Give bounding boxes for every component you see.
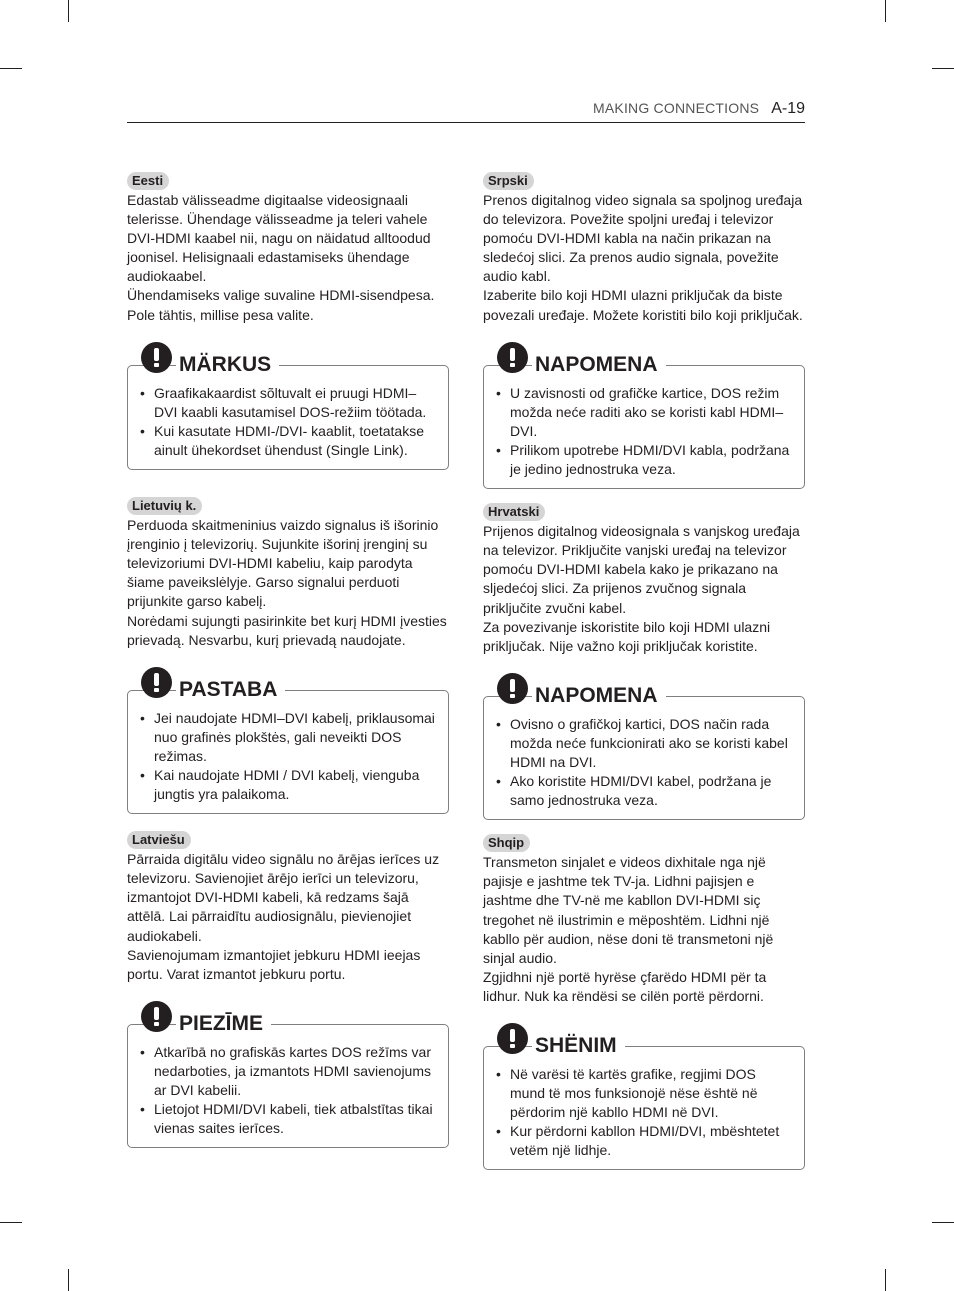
- language-label: Srpski: [483, 172, 534, 190]
- language-label: Lietuvių k.: [127, 497, 202, 515]
- language-section: [127, 172, 449, 470]
- paragraph: Ühendamiseks valige suvaline HDMI-sisendpesa. Pole tähtis, millise pesa valite.: [127, 287, 435, 323]
- exclamation-icon: [141, 1001, 172, 1032]
- language-label: Eesti: [127, 172, 169, 190]
- paragraph: Norėdami sujungti pasirinkite bet kurį HDMI įvesties prievadą. Nesvarbu, kurį prievadą naudojate.: [127, 612, 447, 648]
- paragraph: Edastab välisseadme digitaalse videosignaali telerisse. Ühendage välisseadme ja teleri vahele DVI-HDMI kaabel nii, nagu on näidatud alltoodud joonisel. Helisignaali edastamiseks ühendage audiokaabel.: [127, 192, 431, 285]
- note-box: [127, 352, 449, 470]
- note-item: • U zavisnosti od grafičke kartice, DOS režim možda neće raditi ako se koristi kabl HDMI–DVI.: [496, 384, 792, 441]
- crop-mark: [932, 68, 954, 69]
- note-item: • Ovisno o grafičkoj kartici, DOS način rada možda neće funkcionirati ako se koristi kabel HDMI na DVI.: [496, 715, 792, 772]
- crop-mark: [885, 0, 886, 22]
- paragraph: Pārraida digitālu video signālu no ārējas ierīces uz televizoru. Savienojiet ārējo ierīci un televizoru, izmantojot DVI-HDMI kabeli, kā redzams šajā attēlā. Lai pārraidītu audiosignālu, pievienojiet audiokabeli.: [127, 851, 440, 944]
- right-column: [483, 172, 805, 1170]
- paragraph: Izaberite bilo koji HDMI ulazni priključak da biste povezali uređaje. Možete koristiti bilo koji priključak.: [483, 287, 803, 323]
- language-section: [127, 497, 449, 814]
- note-list: [140, 1043, 436, 1138]
- section-title: MAKING CONNECTIONS: [593, 100, 760, 116]
- crop-mark: [68, 1269, 69, 1291]
- exclamation-icon: [497, 342, 528, 373]
- note-box: [127, 1011, 449, 1148]
- crop-mark: [68, 0, 69, 22]
- left-column: [127, 172, 449, 1148]
- note-box: [483, 683, 805, 820]
- note-list: [496, 715, 792, 810]
- note-item: • Jei naudojate HDMI–DVI kabelį, priklausomai nuo grafinės plokštės, gali neveikti DOS režimas.: [140, 709, 436, 766]
- note-item: • Kui kasutate HDMI-/DVI- kaablit, toetatakse ainult ühekordset ühendust (Single Link).: [140, 422, 436, 460]
- note-list: [140, 384, 436, 460]
- language-section: [483, 503, 805, 820]
- note-title: SHËNIM: [532, 1034, 625, 1058]
- exclamation-icon: [141, 342, 172, 373]
- note-list: [496, 1065, 792, 1160]
- crop-mark: [0, 1222, 22, 1223]
- language-section: [483, 834, 805, 1170]
- language-label: Latviešu: [127, 831, 191, 849]
- exclamation-icon: [497, 1023, 528, 1054]
- note-item: • Lietojot HDMI/DVI kabeli, tiek atbalstītas tikai vienas saites ierīces.: [140, 1100, 436, 1138]
- paragraph: Savienojumam izmantojiet jebkuru HDMI ieejas portu. Varat izmantot jebkuru portu.: [127, 946, 421, 982]
- page-number: A-19: [771, 100, 805, 117]
- note-item: • Ako koristite HDMI/DVI kabel, podržana je samo jednostruka veza.: [496, 772, 792, 810]
- note-item: • Prilikom upotrebe HDMI/DVI kabla, podržana je jedino jednostruka veza.: [496, 441, 792, 479]
- note-title: NAPOMENA: [532, 684, 666, 708]
- note-box: [127, 677, 449, 814]
- note-title: NAPOMENA: [532, 353, 666, 377]
- paragraph: Za povezivanje iskoristite bilo koji HDMI ulazni priključak. Nije važno koji priključak koristite.: [483, 618, 771, 654]
- crop-mark: [885, 1269, 886, 1291]
- language-label: Hrvatski: [483, 503, 545, 521]
- note-item: • Kai naudojate HDMI / DVI kabelį, vienguba jungtis yra palaikoma.: [140, 766, 436, 804]
- page-header: [127, 100, 805, 123]
- paragraph: Transmeton sinjalet e videos dixhitale nga një pajisje e jashtme tek TV-ja. Lidhni pajisjen e jashtme dhe TV-në me kabllon DVI-HDMI siç tregohet në ilustrimin e mëposhtëm. Lidhni një kabllo për audion, nëse doni të transmetoni një sinjal audio.: [483, 854, 774, 966]
- note-item: • Atkarībā no grafiskās kartes DOS režīms var nedarboties, ja izmantots HDMI savienojums ar DVI kabelii.: [140, 1043, 436, 1100]
- language-section: [127, 831, 449, 1148]
- note-title: PASTABA: [176, 678, 285, 702]
- note-title: MÄRKUS: [176, 353, 279, 377]
- note-item: • Graafikakaardist sõltuvalt ei pruugi HDMI–DVI kaabli kasutamisel DOS-režiim töötada.: [140, 384, 436, 422]
- paragraph: Prijenos digitalnog videosignala s vanjskog uređaja na televizor. Priključite vanjski uređaj na televizor pomoću DVI-HDMI kabela kako je prikazano na sljedećoj slici. Za prijenos zvučnog signala priključite zvučni kabel.: [483, 523, 800, 616]
- note-title: PIEZĪME: [176, 1012, 271, 1036]
- exclamation-icon: [141, 667, 172, 698]
- crop-mark: [0, 68, 22, 69]
- exclamation-icon: [497, 673, 528, 704]
- note-item: • Në varësi të kartës grafike, regjimi DOS mund të mos funksionojë nëse është në përdorim një kabllo HDMI në DVI.: [496, 1065, 792, 1122]
- note-box: [483, 1034, 805, 1170]
- note-box: [483, 352, 805, 489]
- note-list: [140, 709, 436, 804]
- language-label: Shqip: [483, 834, 530, 852]
- note-list: [496, 384, 792, 479]
- language-section: [483, 172, 805, 489]
- crop-mark: [932, 1222, 954, 1223]
- paragraph: Prenos digitalnog video signala sa spoljnog uređaja do televizora. Povežite spoljni uređaj i televizor pomoću DVI-HDMI kabla na način prikazan na sledećoj slici. Za prenos audio signala, povežite audio kabl.: [483, 192, 803, 285]
- paragraph: Perduoda skaitmeninius vaizdo signalus iš išorinio įrenginio į televizorių. Sujunkite išorinį įrenginį su televizoriumi DVI-HDMI kabeliu, kaip parodyta šiame paveikslėlyje. Garso signalui perduoti prijunkite garso kabelį.: [127, 517, 439, 610]
- note-item: • Kur përdorni kabllon HDMI/DVI, mbështetet vetëm një lidhje.: [496, 1122, 792, 1160]
- paragraph: Zgjidhni një portë hyrëse çfarëdo HDMI për ta lidhur. Nuk ka rëndësi se cilën portë përdorni.: [483, 968, 767, 1004]
